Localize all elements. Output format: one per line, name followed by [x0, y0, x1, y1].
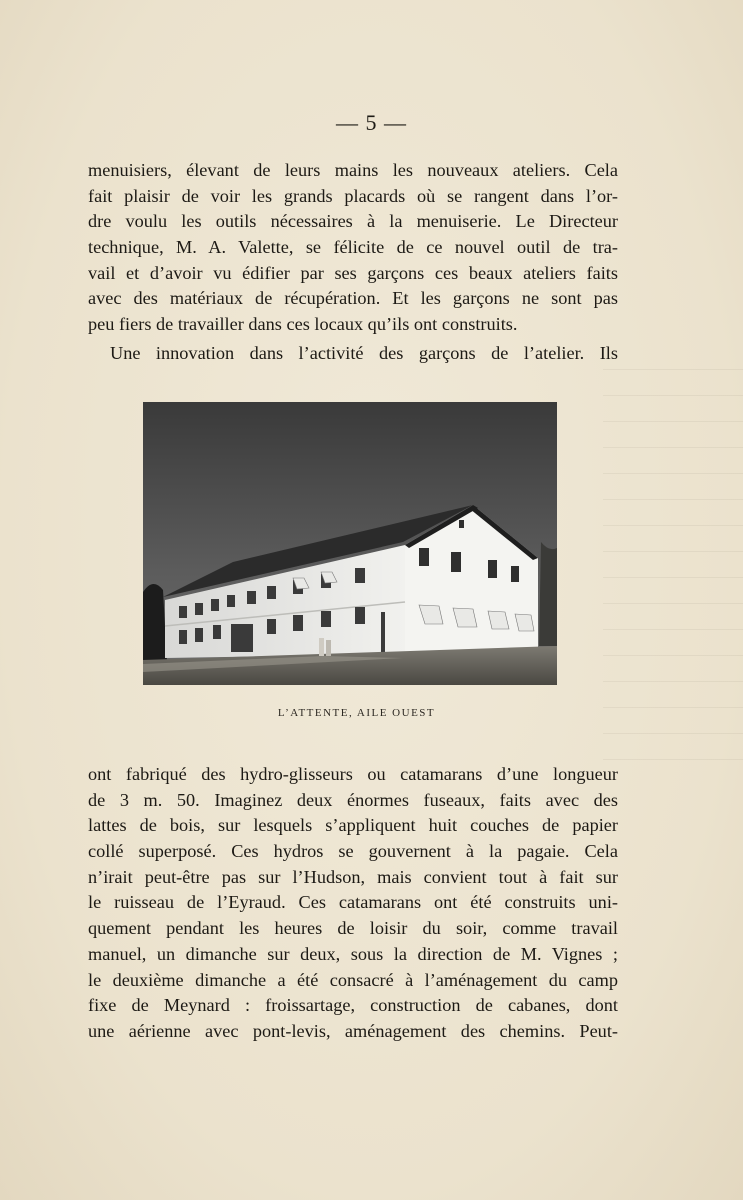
photo-caption: L’ATTENTE, AILE OUEST: [277, 707, 436, 719]
paragraph-workshops: [88, 158, 618, 338]
body-text-top: [88, 158, 618, 367]
text-line: le deuxième dimanche a été consacré à l’aménagement du camp: [88, 969, 618, 990]
body-text-bottom: [88, 762, 618, 1045]
show-through-text: [603, 360, 743, 760]
text-line: une aérienne avec pont-levis, aménagement des chemins. Peut-: [88, 1020, 618, 1041]
text-line: quement pendant les heures de loisir du soir, comme travail: [88, 918, 618, 939]
text-line: menuisiers, élevant de leurs mains les nouveaux ateliers. Cela: [88, 160, 618, 180]
text-line: collé superposé. Ces hydros se gouvernent à la pagaie. Cela: [88, 841, 618, 862]
text-line: de 3 m. 50. Imaginez deux énormes fuseaux, faits avec des: [88, 789, 618, 810]
building-photograph: [143, 402, 557, 685]
text-line: lattes de bois, sur lesquels s’appliquent huit couches de papier: [88, 815, 618, 836]
text-line: le ruisseau de l’Eyraud. Ces catamarans ont été construits uni-: [88, 892, 618, 913]
text-line: fixe de Meynard : froissartage, construction de cabanes, dont: [88, 995, 618, 1016]
text-line: Une innovation dans l’activité des garçons de l’atelier. Ils: [110, 342, 618, 363]
text-line: manuel, un dimanche sur deux, sous la direction de M. Vignes ;: [88, 943, 618, 964]
text-line: fait plaisir de voir les grands placards où se rangent dans l’or-: [88, 185, 618, 206]
text-line: ont fabriqué des hydro-glisseurs ou catamarans d’une longueur: [88, 764, 618, 784]
text-line: peu fiers de travailler dans ces locaux qu’ils ont construits.: [88, 314, 518, 335]
text-line: vail et d’avoir vu édifier par ses garçons ces beaux ateliers faits: [88, 262, 618, 283]
text-line: n’irait peut-être pas sur l’Hudson, mais convient tout à fait sur: [88, 866, 618, 887]
text-line: technique, M. A. Valette, se félicite de ce nouvel outil de tra-: [88, 237, 618, 258]
text-line: dre voulu les outils nécessaires à la menuiserie. Le Directeur: [88, 211, 618, 232]
page-number: — 5 —: [336, 110, 407, 135]
text-line: avec des matériaux de récupération. Et les garçons ne sont pas: [88, 288, 618, 309]
paragraph-innovation-start: [88, 341, 618, 367]
